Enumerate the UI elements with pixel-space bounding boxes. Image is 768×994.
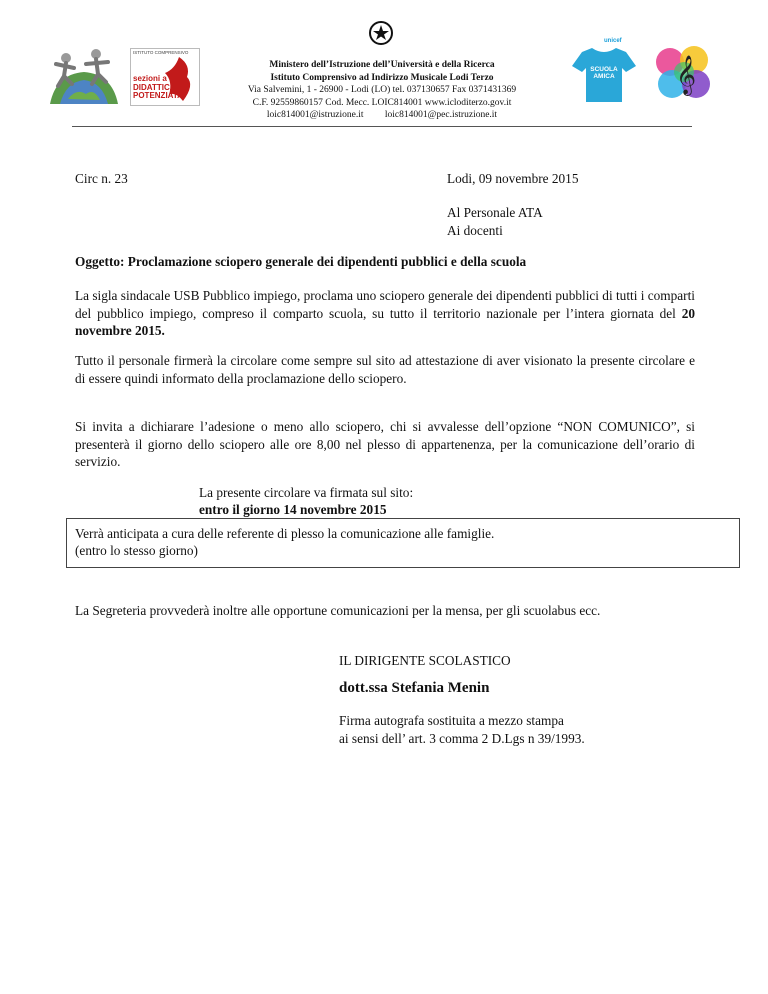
circular-number: Circ n. 23 [75,171,128,186]
logo2-top-text: ISTITUTO COMPRENSIVO [133,50,189,55]
music-logo [652,44,716,104]
box-line-2: (entro lo stesso giorno) [75,543,198,558]
paragraph-signature-instructions: Tutto il personale firmerà la circolare come sempre sul sito ad attestazione di aver visionato la presente circolare e di essere quindi informato della proclamazione dello sciopero. [75,353,695,386]
logo2-line1: sezioni a [133,74,167,83]
signature-note [339,712,585,747]
unicef-scuola-amica-logo [572,38,636,104]
school-address: Via Salvemini, 1 - 26900 - Lodi (LO) tel. 037130657 Fax 0371431369 [247,85,517,96]
recipient-docenti: Ai docenti [447,222,503,238]
logo2-line3: POTENZIATA [133,91,183,100]
strike-date: 20 novembre 2015. [75,305,695,338]
signature-note-line-2: ai sensi dell’ art. 3 comma 2 D.Lgs n 39/1993. [339,730,585,746]
subject-line: Oggetto: Proclamazione sciopero generale dei dipendenti pubblici e della scuola [75,254,527,269]
paragraph-secretary: La Segreteria provvederà inoltre alle opportune comunicazioni per la mensa, per gli scuolabus ecc. [75,603,601,618]
box-line-1: Verrà anticipata a cura delle referente di plesso la comunicazione alle famiglie. [75,526,495,541]
recipients [447,204,543,239]
paragraph-declaration: Si invita a dichiarare l’adesione o meno allo sciopero, chi si avvalesse dell’opzione “NON COMUNICO”, si presenterà il giorno dello sciopero alle ore 8,00 nel plesso di appartenenza, per la comunicazione dell’orario di servizio. [75,419,695,469]
school-pec: loic814001@pec.istruzione.it [384,110,498,121]
date-place: Lodi, 09 novembre 2015 [447,171,579,186]
signature-note-line-1: Firma autografa sostituita a mezzo stampa [339,713,564,728]
svg-text:𝄞: 𝄞 [676,55,697,95]
shirt-text: SCUOLA AMICA [590,66,618,80]
school-name: Istituto Comprensivo ad Indirizzo Musicale Lodi Terzo [270,72,494,83]
republic-emblem-icon [368,20,394,46]
deadline: entro il giorno 14 novembre 2015 [199,502,387,517]
didattica-potenziata-logo [130,48,200,106]
signer-name: dott.ssa Stefania Menin [339,680,490,696]
recipient-ata: Al Personale ATA [447,205,543,220]
family-notice-box [66,518,740,568]
sign-note: La presente circolare va firmata sul sito: [199,485,414,500]
letterhead [227,59,537,122]
school-email: loic814001@istruzione.it [266,110,364,121]
signer-title: IL DIRIGENTE SCOLASTICO [339,653,511,668]
paragraph-announcement-text: La sigla sindacale USB Pubblico impiego, proclama uno sciopero generale dei dipendenti pubblici di tutti i comparti del pubblico impiego, compreso il comparto scuola, su tutto il territorio nazionale per l’intera giornata del [75,288,695,321]
ministry-name: Ministero dell’Istruzione dell’Università e della Ricerca [269,60,495,70]
children-globe-logo [46,44,122,104]
logo2-line2: DIDATTICA [133,82,176,92]
school-codes: C.F. 92559860157 Cod. Mecc. LOIC814001 www.icloditerzo.gov.it [252,97,512,108]
unicef-label: unicef [604,38,622,44]
paragraph-announcement [75,287,695,340]
header-divider [72,126,692,127]
